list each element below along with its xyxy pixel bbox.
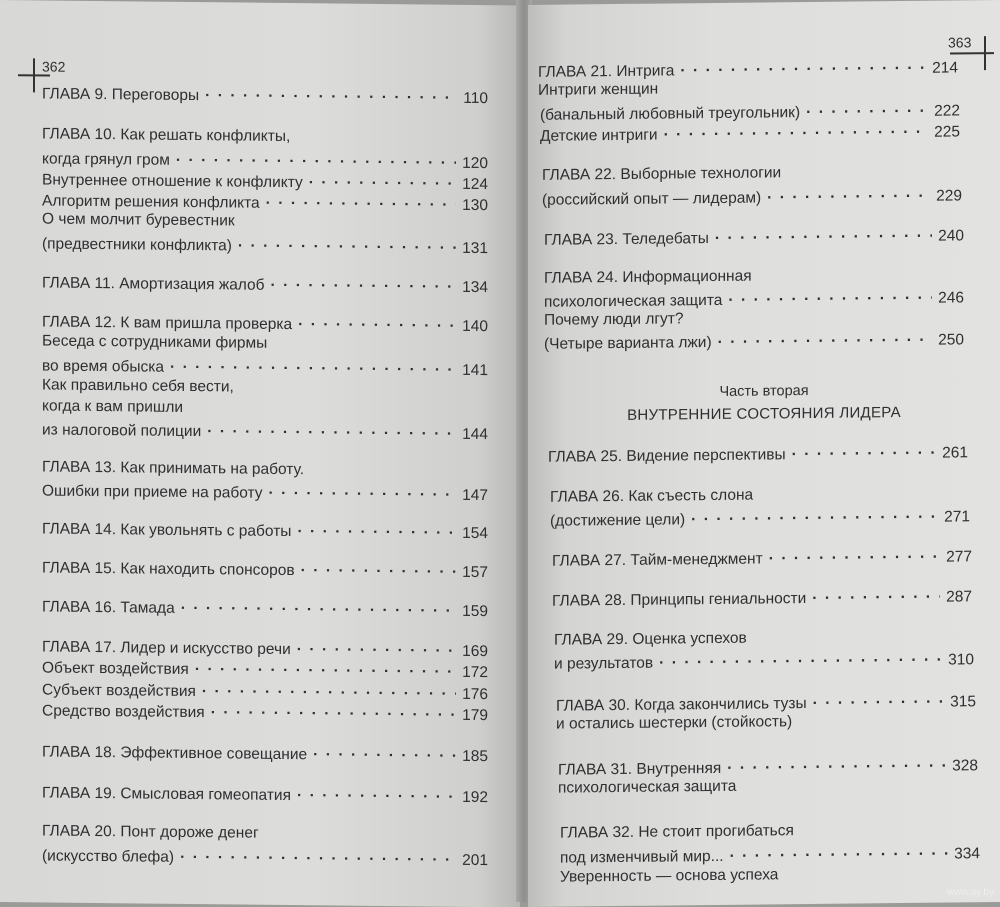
toc-entry: Объект воздействия . . . 172 (42, 656, 488, 682)
crop-mark (984, 36, 986, 70)
toc-entry: (банальный любовный треугольник) . . . 222 (540, 99, 960, 124)
toc-entry: (искусство блефа) . . . 201 (42, 844, 488, 870)
toc-entry: ГЛАВА 26. Как съесть слона (550, 486, 754, 506)
toc-entry: ГЛАВА 27. Тайм-менеджмент . . . 277 (552, 545, 972, 570)
watermark: www.ay.by (946, 887, 994, 898)
toc-entry: ГЛАВА 24. Информационная (544, 267, 752, 287)
toc-entry: ГЛАВА 22. Выборные технологии (542, 164, 782, 184)
toc-entry: и остались шестерки (стойкость) (556, 713, 793, 733)
part-title: ВНУТРЕННИЕ СОСТОЯНИЯ ЛИДЕРА (627, 404, 901, 424)
toc-entry: ГЛАВА 12. К вам пришла проверка . . . 140 (42, 310, 488, 336)
toc-entry: Алгоритм решения конфликта . . . 130 (42, 189, 488, 215)
toc-entry: ГЛАВА 20. Понт дороже денег (42, 822, 259, 842)
toc-entry: ГЛАВА 9. Переговоры . . . 110 (42, 82, 488, 108)
toc-entry: Ошибки при приеме на работу . . . 147 (42, 479, 488, 505)
toc-entry: Уверенность — основа успеха (560, 866, 779, 886)
toc-entry: под изменчивый мир... . . . 334 (560, 842, 980, 867)
toc-entry: психологическая защита . . . 246 (544, 286, 964, 311)
toc-entry: когда грянул гром . . . 120 (42, 147, 488, 173)
toc-entry: ГЛАВА 25. Видение перспективы . . . 261 (548, 441, 968, 466)
toc-entry: Беседа с сотрудниками фирмы (42, 332, 268, 352)
toc-entry: (достижение цели) . . . 271 (550, 505, 970, 530)
crop-mark (33, 58, 35, 92)
toc-entry: Детские интриги . . . 225 (540, 120, 960, 145)
toc-entry: ГЛАВА 32. Не стоит прогибаться (560, 822, 794, 842)
toc-entry: ГЛАВА 17. Лидер и искусство речи . . . 169 (42, 635, 488, 661)
toc-entry: ГЛАВА 31. Внутренняя . . . 328 (558, 754, 978, 779)
toc-entry: ГЛАВА 14. Как увольнять с работы . . . 154 (42, 517, 488, 543)
toc-entry: ГЛАВА 29. Оценка успехов (554, 629, 747, 649)
toc-entry: ГЛАВА 16. Тамада . . . 159 (42, 595, 488, 621)
toc-entry: Субъект воздействия . . . 176 (42, 678, 488, 704)
toc-entry: ГЛАВА 15. Как находить спонсоров . . . 157 (42, 556, 488, 582)
toc-entry: и результатов . . . 310 (554, 648, 974, 673)
toc-entry: Почему люди лгут? (544, 310, 684, 329)
page-number: 362 (42, 58, 66, 75)
toc-entry: ГЛАВА 23. Теледебаты . . . 240 (544, 224, 964, 249)
toc-entry: (предвестники конфликта) . . . 131 (42, 232, 488, 258)
toc-entry: когда к вам пришли (42, 397, 184, 416)
toc-entry: О чем молчит буревестник (42, 210, 235, 230)
toc-entry: Как правильно себя вести, (42, 376, 234, 396)
toc-entry: Средство воздействия . . . 179 (42, 699, 488, 725)
toc-entry: психологическая защита (558, 777, 737, 797)
toc-entry: ГЛАВА 18. Эффективное совещание . . . 185 (42, 740, 488, 766)
toc-entry: во время обыска . . . 141 (42, 354, 488, 380)
right-page (528, 0, 1000, 907)
toc-entry: ГЛАВА 10. Как решать конфликты, (42, 125, 291, 146)
toc-entry: ГЛАВА 13. Как принимать на работу. (42, 458, 305, 479)
toc-entry: (российский опыт — лидерам) . . . 229 (542, 184, 962, 209)
toc-entry: ГЛАВА 21. Интрига . . . 214 (538, 56, 958, 81)
toc-entry: Внутреннее отношение к конфликту . . . 124 (42, 168, 488, 194)
toc-entry: из налоговой полиции . . . 144 (42, 418, 488, 444)
toc-entry: (Четыре варианта лжи) . . . 250 (544, 328, 964, 353)
toc-entry: ГЛАВА 19. Смысловая гомеопатия . . . 192 (42, 781, 488, 807)
crop-mark (950, 52, 994, 54)
part-subtitle: Часть вторая (719, 383, 809, 400)
toc-entry: ГЛАВА 28. Принципы гениальности . . . 287 (552, 585, 972, 610)
toc-entry: ГЛАВА 11. Амортизация жалоб . . . 134 (42, 271, 488, 297)
toc-entry: Интриги женщин (538, 80, 659, 99)
toc-entry: ГЛАВА 30. Когда закончились тузы . . . 315 (556, 690, 976, 715)
page-number: 363 (948, 34, 972, 51)
